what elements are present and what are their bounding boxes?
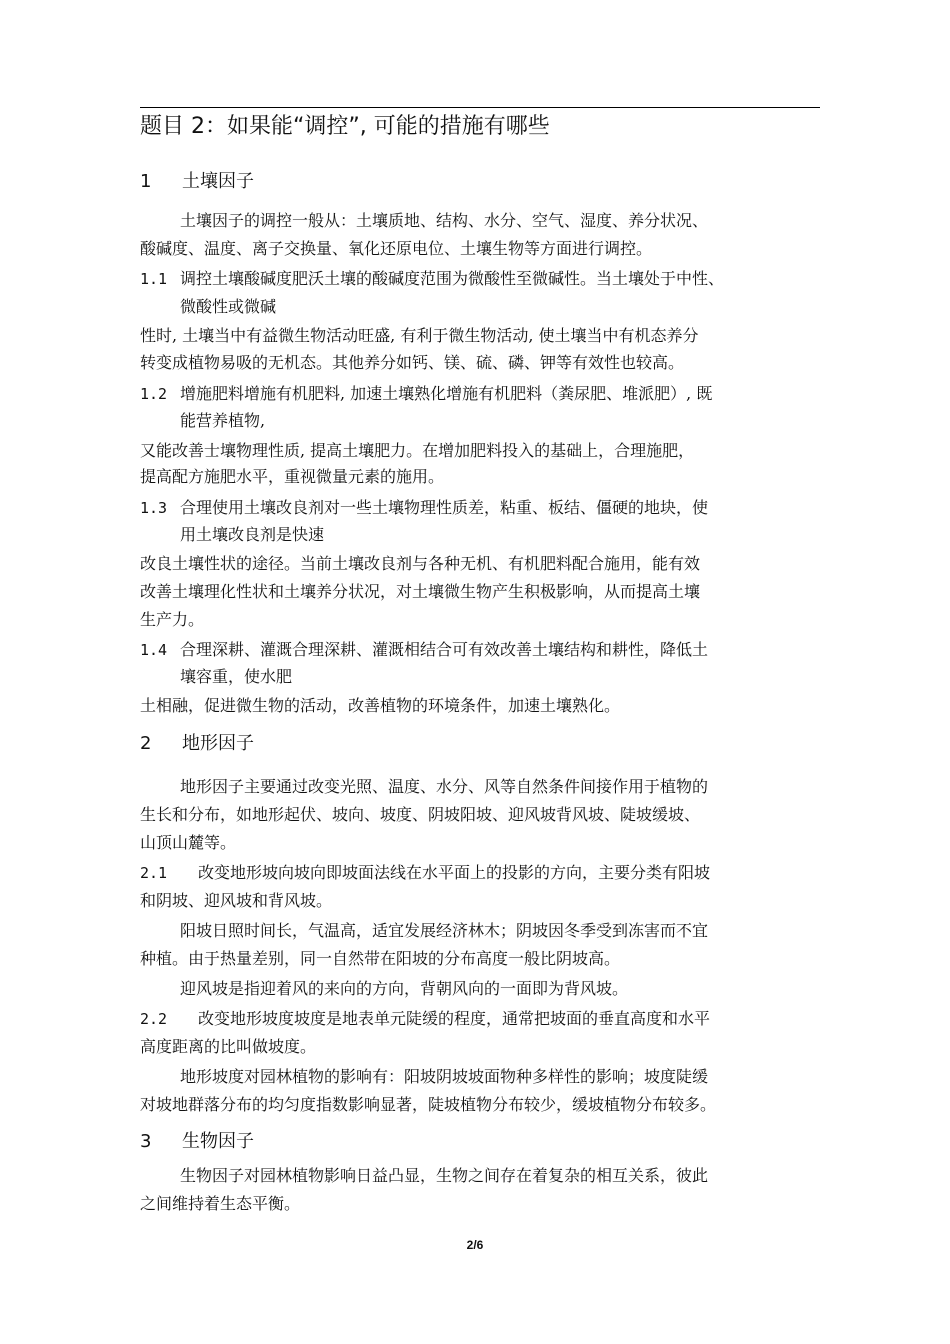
- page-title: 题目 2：如果能“调控”, 可能的措施有哪些: [140, 114, 550, 139]
- paragraph-line: 改良土壤性状的途径。当前土壤改良剂与各种无机、有机肥料配合施用，能有效: [140, 554, 701, 573]
- subsection-number: 1.3: [140, 499, 168, 517]
- paragraph-line: 生长和分布，如地形起伏、坡向、坡度、阴坡阳坡、迎风坡背风坡、陡坡缓坡、: [140, 805, 701, 824]
- section-number: 3: [140, 1131, 152, 1152]
- paragraph-line: 改善土壤理化性状和土壤养分状况，对土壤微生物产生积极影响，从而提高土壤: [140, 582, 701, 601]
- paragraph-line: 酸碱度、温度、离子交换量、氧化还原电位、土壤生物等方面进行调控。: [140, 239, 653, 258]
- paragraph-line: 高度距离的比叫做坡度。: [140, 1037, 317, 1056]
- subsection-line: [140, 1005, 710, 1033]
- subsection-line: [140, 380, 712, 408]
- paragraph-line: 转变成植物易吸的无机态。其他养分如钙、镁、硫、磷、钾等有效性也较高。: [140, 353, 685, 372]
- paragraph-line: 地形因子主要通过改变光照、温度、水分、风等自然条件间接作用于植物的: [180, 777, 709, 796]
- section-heading: [140, 730, 254, 758]
- subsection-text: 增施肥料增施有机肥料, 加速土壤熟化增施有机肥料（粪尿肥、堆派肥）, 既: [180, 384, 713, 403]
- subsection-line: 壤容重，使水肥: [180, 667, 293, 686]
- page-number: 2/6: [466, 1238, 484, 1252]
- subsection-text: 改变地形坡度坡度是地表单元陡缓的程度，通常把坡面的垂直高度和水平: [198, 1009, 711, 1028]
- paragraph-line: 性时, 土壤当中有益微生物活动旺盛, 有利于微生物活动, 使土壤当中有机态养分: [140, 326, 699, 345]
- subsection-number: 2.1: [140, 864, 168, 882]
- paragraph-line: 山顶山麓等。: [140, 833, 237, 852]
- paragraph-line: 对坡地群落分布的均匀度指数影响显著，陡坡植物分布较少，缓坡植物分布较多。: [140, 1095, 717, 1114]
- subsection-number: 1.2: [140, 385, 168, 403]
- paragraph-line: 阳坡日照时间长，气温高，适宜发展经济林木；阴坡因冬季受到冻害而不宜: [180, 921, 709, 940]
- subsection-text: 合理使用土壤改良剂对一些土壤物理性质差，粘重、板结、僵硬的地块，使: [180, 498, 709, 517]
- paragraph-line: 生产力。: [140, 610, 205, 629]
- subsection-number: 1.1: [140, 270, 168, 288]
- subsection-line: 能营养植物,: [180, 411, 266, 430]
- subsection-line: [140, 494, 708, 522]
- subsection-text: 改变地形坡向坡向即坡面法线在水平面上的投影的方向，主要分类有阳坡: [198, 863, 711, 882]
- paragraph-line: 土相融，促进微生物的活动，改善植物的环境条件，加速土壤熟化。: [140, 696, 621, 715]
- paragraph-line: 和阴坡、迎风坡和背风坡。: [140, 891, 333, 910]
- paragraph-line: 生物因子对园林植物影响日益凸显，生物之间存在着复杂的相互关系，彼此: [180, 1166, 709, 1185]
- subsection-line: [140, 859, 710, 887]
- section-title: 地形因子: [182, 733, 254, 754]
- subsection-line: 微酸性或微碱: [180, 297, 277, 316]
- paragraph-line: 地形坡度对园林植物的影响有：阳坡阴坡坡面物种多样性的影响；坡度陡缓: [180, 1067, 709, 1086]
- paragraph-line: 种植。由于热量差别，同一自然带在阳坡的分布高度一般比阴坡高。: [140, 949, 621, 968]
- paragraph-line: 迎风坡是指迎着风的来向的方向，背朝风向的一面即为背风坡。: [180, 979, 629, 998]
- subsection-text: 合理深耕、灌溉合理深耕、灌溉相结合可有效改善土壤结构和耕性，降低土: [180, 640, 709, 659]
- section-title: 生物因子: [182, 1131, 254, 1152]
- subsection-line: [140, 265, 724, 293]
- section-heading: [140, 168, 254, 196]
- section-title: 土壤因子: [182, 171, 254, 192]
- paragraph-line: 土壤因子的调控一般从：土壤质地、结构、水分、空气、湿度、养分状况、: [180, 211, 709, 230]
- subsection-line: 用土壤改良剂是快速: [180, 525, 325, 544]
- subsection-number: 2.2: [140, 1010, 168, 1028]
- paragraph-line: 提高配方施肥水平，重视微量元素的施用。: [140, 467, 445, 486]
- paragraph-line: 又能改善士壤物理性质, 提高土壤肥力。在增加肥料投入的基础上，合理施肥，: [140, 441, 695, 460]
- header-rule: [140, 107, 820, 108]
- subsection-text: 调控土壤酸碱度肥沃土壤的酸碱度范围为微酸性至微碱性。当土壤处于中性、: [180, 269, 725, 288]
- section-number: 2: [140, 733, 152, 754]
- section-heading: [140, 1128, 254, 1156]
- section-number: 1: [140, 171, 152, 192]
- subsection-line: [140, 636, 708, 664]
- subsection-number: 1.4: [140, 641, 168, 659]
- paragraph-line: 之间维持着生态平衡。: [140, 1194, 301, 1213]
